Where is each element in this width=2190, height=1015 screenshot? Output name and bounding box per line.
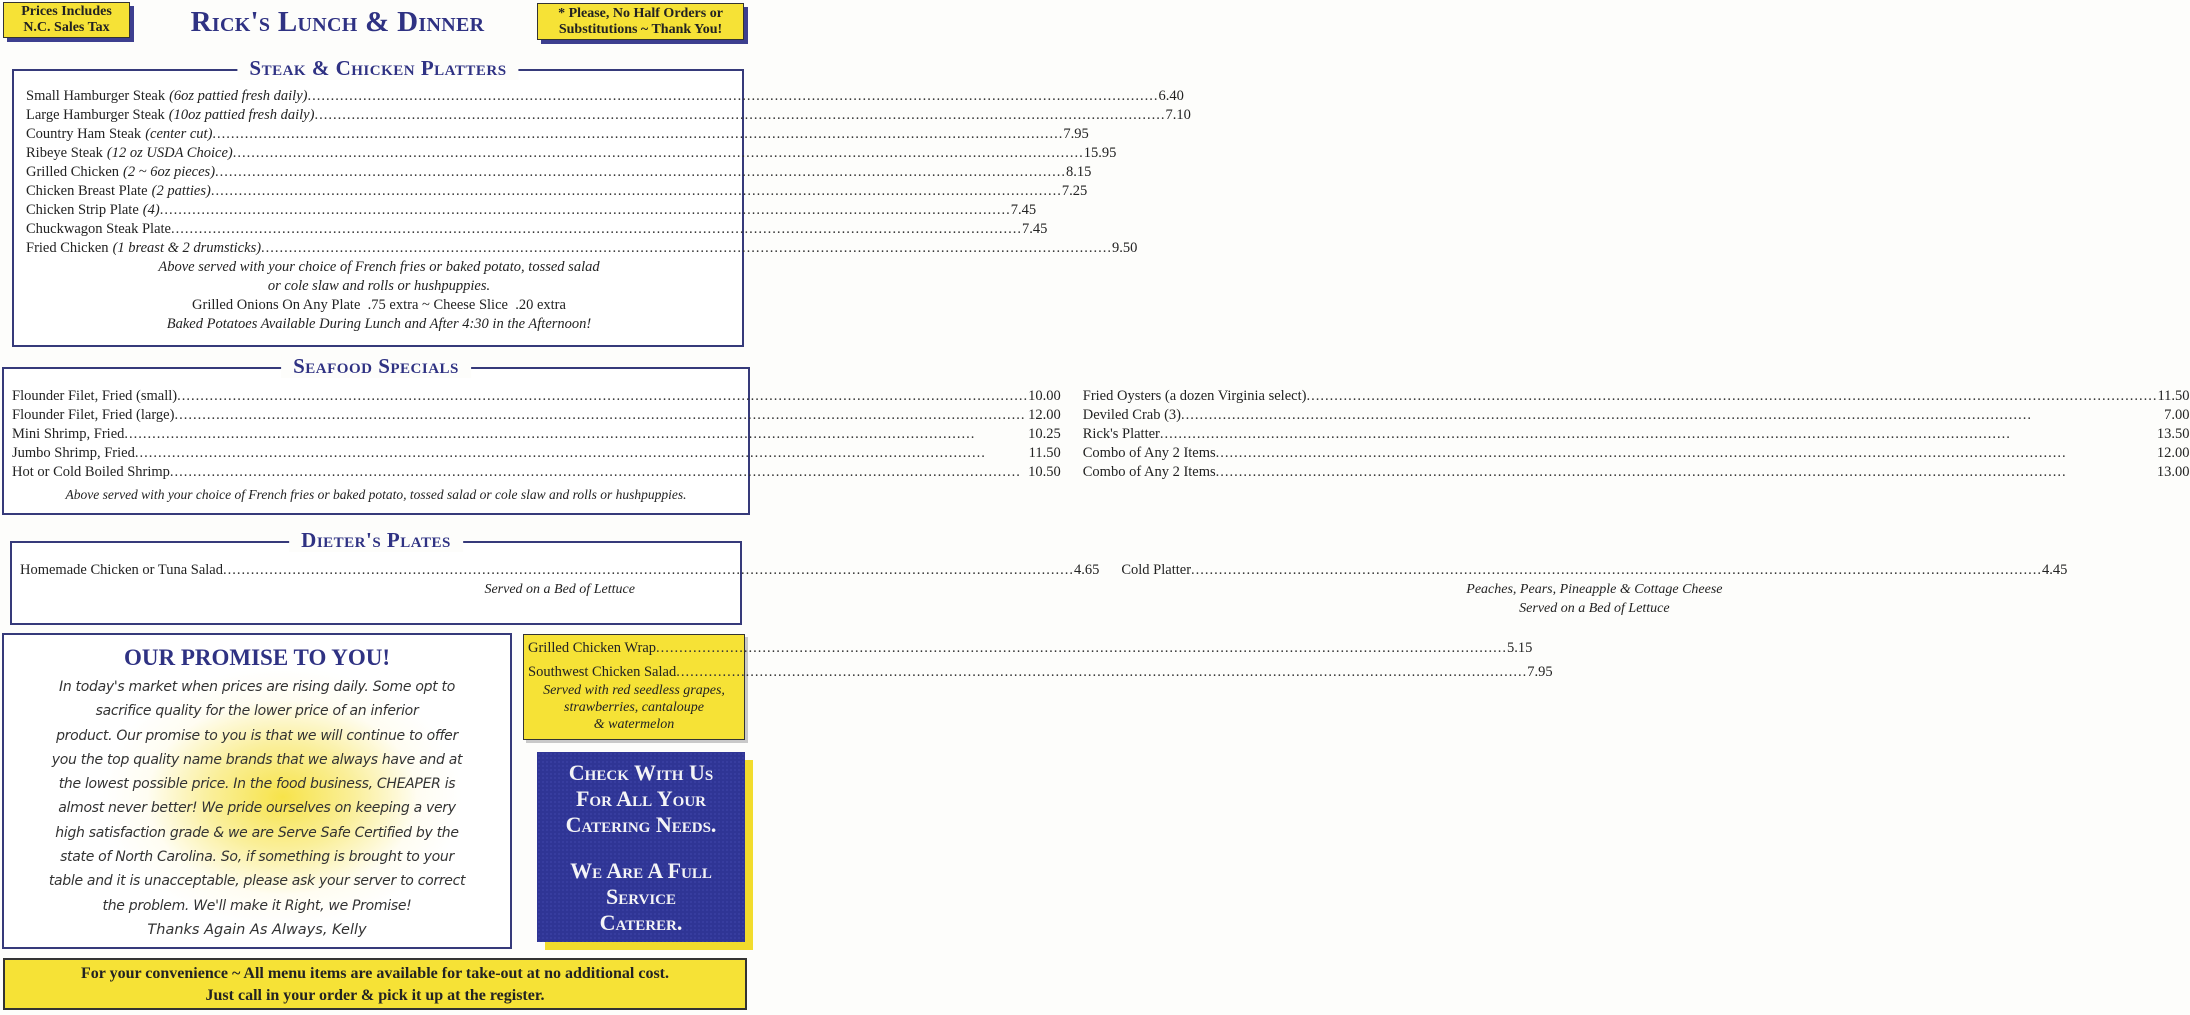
- takeout-banner: [3, 958, 747, 1010]
- promise-line: product. Our promise to you is that we will continue to offer: [56, 727, 458, 744]
- item-desc: (12 oz USDA Choice): [106, 145, 233, 161]
- leader-dots: [124, 425, 1028, 444]
- menu-item[interactable]: [1083, 444, 2190, 463]
- item-price: 11.50: [1028, 445, 1061, 461]
- menu-item[interactable]: [12, 425, 1061, 444]
- extras-note: Grilled Onions On Any Plate .75 extra ~ Cheese Slice .20 extra: [192, 297, 566, 313]
- item-name: Combo of Any 2 Items: [1082, 445, 1216, 461]
- item-name: Hot or Cold Boiled Shrimp: [12, 464, 170, 480]
- item-name: Cold Platter: [1121, 562, 1192, 578]
- item-name: Grilled Chicken: [26, 164, 120, 180]
- restaurant-title: Rick's Lunch & Dinner: [190, 6, 485, 38]
- promise-title: OUR PROMISE TO YOU!: [123, 645, 391, 670]
- no-half-orders-note: [537, 3, 744, 40]
- menu-item[interactable]: [1083, 425, 2190, 444]
- menu-item[interactable]: [26, 87, 1184, 106]
- dieter-left-column: [20, 561, 1099, 618]
- item-name: Grilled Chicken Wrap: [528, 640, 657, 656]
- item-price: 7.25: [1061, 183, 1088, 199]
- item-desc: (1 breast & 2 drumsticks): [112, 240, 262, 256]
- catering-line: Catering Needs.: [565, 812, 717, 837]
- catering-line: For All Your: [575, 786, 707, 811]
- sides-note: or cole slaw and rolls or hushpuppies.: [267, 278, 491, 294]
- item-price: 9.50: [1112, 240, 1138, 256]
- item-name: Chicken Breast Plate: [26, 183, 148, 199]
- item-price: 7.00: [2164, 407, 2190, 423]
- promise-line: the lowest possible price. In the food business, CHEAPER is: [58, 776, 456, 793]
- item-name: Small Hamburger Steak: [26, 88, 166, 104]
- leader-dots: [676, 663, 1527, 682]
- catering-line: We Are A Full: [570, 858, 712, 883]
- menu-item[interactable]: [26, 144, 1117, 163]
- item-price: 13.00: [2156, 464, 2190, 480]
- dieter-columns: [20, 561, 2068, 618]
- item-desc: (center cut): [145, 126, 213, 142]
- dieter-right-column: [1121, 561, 2067, 618]
- menu-item[interactable]: [26, 239, 1138, 258]
- leader-dots: [135, 444, 1029, 463]
- steak-chicken-section: [12, 56, 1191, 347]
- menu-item[interactable]: [12, 444, 1061, 463]
- item-name: Large Hamburger Steak: [26, 107, 165, 123]
- item-price: 10.25: [1028, 426, 1061, 442]
- item-name: Fried Oysters (a dozen Virginia select): [1082, 388, 1307, 404]
- leader-dots: [160, 201, 1011, 220]
- item-price: 12.00: [1028, 407, 1061, 423]
- catering-line: Caterer.: [599, 910, 683, 935]
- promise-line: sacrifice quality for the lower price of an inferior: [95, 703, 419, 720]
- baked-potato-note: Baked Potatoes Available During Lunch and After 4:30 in the Afternoon!: [166, 316, 592, 332]
- promise-line: state of North Carolina. So, if something is brought to your: [60, 849, 454, 866]
- seafood-left-column: [12, 387, 1061, 482]
- leader-dots: [261, 239, 1112, 258]
- item-note: strawberries, cantaloupe: [564, 700, 704, 715]
- item-name: Deviled Crab (3): [1082, 407, 1181, 423]
- menu-item[interactable]: [1121, 561, 2067, 580]
- promise-line: the problem. We'll make it Right, we Promise!: [102, 897, 412, 914]
- item-name: Ribeye Steak: [26, 145, 103, 161]
- leader-dots: [211, 182, 1062, 201]
- tax-note-line: Prices Includes: [21, 4, 112, 19]
- item-price: 7.45: [1021, 221, 1048, 237]
- item-price: 8.15: [1066, 164, 1092, 180]
- promise-line: In today's market when prices are rising daily. Some opt to: [58, 679, 455, 695]
- item-name: Homemade Chicken or Tuna Salad: [20, 562, 223, 578]
- item-name: Chuckwagon Steak Plate: [26, 221, 171, 237]
- item-desc: (6oz pattied fresh daily): [169, 88, 308, 104]
- item-name: Flounder Filet, Fried (large): [12, 407, 175, 423]
- takeout-line: Just call in your order & pick it up at the register.: [205, 987, 545, 1004]
- promise-signature: Thanks Again As Always, Kelly: [147, 921, 367, 938]
- menu-item[interactable]: [528, 663, 1553, 682]
- leader-dots: [1181, 406, 2164, 425]
- menu-item[interactable]: [26, 201, 1037, 220]
- item-price: 5.15: [1507, 640, 1533, 656]
- menu-item[interactable]: [12, 406, 1061, 425]
- leader-dots: [223, 561, 1074, 580]
- section-title: Steak & Chicken Platters: [237, 56, 518, 80]
- leader-dots: [307, 87, 1158, 106]
- item-price: 11.50: [2157, 388, 2190, 404]
- catering-block: [537, 760, 745, 838]
- menu-item[interactable]: [26, 125, 1089, 144]
- leader-dots: [171, 220, 1022, 239]
- item-note: Peaches, Pears, Pineapple & Cottage Cheese: [1466, 582, 1723, 597]
- catering-block: [537, 858, 745, 936]
- item-price: 7.45: [1010, 202, 1037, 218]
- takeout-line: For your convenience ~ All menu items are available for take-out at no additional cost.: [81, 965, 669, 982]
- menu-list: [26, 87, 1191, 258]
- menu-item[interactable]: [1083, 463, 2190, 482]
- item-name: Mini Shrimp, Fried: [12, 426, 125, 442]
- leader-dots: [233, 144, 1084, 163]
- item-price: 4.65: [1073, 562, 1100, 578]
- promise-section: [2, 633, 512, 949]
- policy-note-line: * Please, No Half Orders or: [558, 6, 723, 21]
- seafood-right-column: [1083, 387, 2190, 482]
- item-price: 7.95: [1063, 126, 1089, 142]
- item-price: 10.00: [1028, 388, 1061, 404]
- menu-item[interactable]: [26, 220, 1048, 239]
- item-name: Country Ham Steak: [26, 126, 142, 142]
- section-title: Seafood Specials: [281, 354, 471, 378]
- leader-dots: [212, 125, 1063, 144]
- promise-line: table and it is unacceptable, please ask your server to correct: [48, 873, 466, 890]
- menu-item[interactable]: [20, 561, 1099, 580]
- item-price: 7.10: [1165, 107, 1191, 123]
- item-price: 6.40: [1158, 88, 1184, 104]
- item-name: Combo of Any 2 Items: [1082, 464, 1216, 480]
- item-price: 15.95: [1083, 145, 1117, 161]
- dieters-plates-section: [10, 528, 2068, 625]
- item-name: Fried Chicken: [26, 240, 109, 256]
- promise-line: you the top quality name brands that we always have and at: [51, 751, 463, 768]
- sides-note: Above served with your choice of French fries or baked potato, tossed salad: [158, 259, 600, 275]
- item-name: Jumbo Shrimp, Fried: [12, 445, 135, 461]
- leader-dots: [174, 406, 1028, 425]
- leader-dots: [215, 163, 1066, 182]
- sales-tax-note: [3, 2, 130, 38]
- menu-item[interactable]: [1083, 387, 2190, 406]
- promise-line: almost never better! We pride ourselves on keeping a very: [58, 800, 456, 817]
- item-price: 7.95: [1527, 664, 1553, 680]
- leader-dots: [177, 387, 1028, 406]
- item-name: Rick's Platter: [1082, 426, 1160, 442]
- item-name: Flounder Filet, Fried (small): [12, 388, 178, 404]
- menu-item[interactable]: [26, 163, 1092, 182]
- item-note: Served on a Bed of Lettuce: [484, 582, 635, 597]
- seafood-columns: [12, 387, 2190, 482]
- leader-dots: [170, 463, 1028, 482]
- catering-line: Service: [605, 884, 677, 909]
- leader-dots: [1216, 463, 2157, 482]
- policy-note-line: Substitutions ~ Thank You!: [558, 22, 723, 37]
- menu-item[interactable]: [528, 639, 1533, 658]
- section-title: Dieter's Plates: [289, 528, 463, 552]
- menu-item[interactable]: [1083, 406, 2190, 425]
- leader-dots: [1191, 561, 2042, 580]
- item-price: 4.45: [2042, 562, 2068, 578]
- leader-dots: [1216, 444, 2157, 463]
- item-price: 13.50: [2156, 426, 2190, 442]
- leader-dots: [656, 639, 1507, 658]
- promise-line: high satisfaction grade & we are Serve Safe Certified by the: [55, 824, 459, 841]
- menu-item[interactable]: [26, 106, 1191, 125]
- item-name: Chicken Strip Plate: [26, 202, 139, 218]
- promise-body: [10, 675, 504, 918]
- catering-box: [537, 752, 745, 942]
- item-desc: (2 patties): [151, 183, 211, 199]
- item-desc: (2 ~ 6oz pieces): [123, 164, 216, 180]
- catering-line: Check With Us: [568, 760, 714, 785]
- leader-dots: [1306, 387, 2157, 406]
- item-name: Southwest Chicken Salad: [528, 664, 677, 680]
- item-desc: (10oz pattied fresh daily): [168, 107, 315, 123]
- item-note: & watermelon: [593, 717, 675, 732]
- menu-item[interactable]: [12, 463, 1061, 482]
- item-price: 10.50: [1028, 464, 1061, 480]
- item-note: Served with red seedless grapes,: [543, 683, 725, 698]
- leader-dots: [1160, 425, 2157, 444]
- menu-item[interactable]: [26, 182, 1088, 201]
- sides-note: Above served with your choice of French fries or baked potato, tossed salad or cole slaw and rolls or hushpuppies.: [65, 487, 687, 502]
- tax-note-line: N.C. Sales Tax: [23, 20, 110, 35]
- item-desc: (4): [142, 202, 160, 218]
- wraps-salads-box: [523, 634, 1553, 740]
- menu-item[interactable]: [12, 387, 1061, 406]
- seafood-section: [2, 354, 2190, 515]
- item-note: Served on a Bed of Lettuce: [1519, 601, 1670, 616]
- leader-dots: [314, 106, 1165, 125]
- item-price: 12.00: [2156, 445, 2190, 461]
